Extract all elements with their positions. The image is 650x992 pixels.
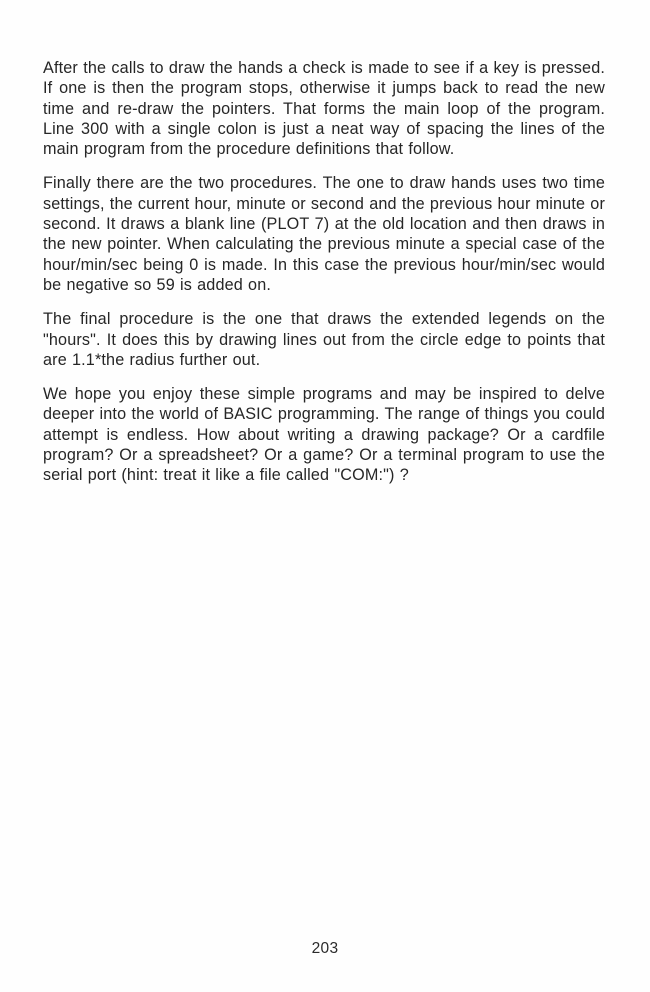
paragraph: We hope you enjoy these simple programs and may be inspired to delve deeper into the world of BASIC programming. The range of things you could attempt is endless. How about writing a drawing package? Or a cardfile program? Or a spreadsheet? Or a game? Or a terminal program to use the serial port (hint: treat it like a file called "COM:") ?: [43, 385, 605, 485]
page-number: 203: [311, 940, 339, 957]
text-block: [43, 58, 605, 500]
paragraph: Finally there are the two procedures. The one to draw hands uses two time settings, the current hour, minute or second and the previous hour minute or second. It draws a blank line (PLOT 7) at the old location and then draws in the new pointer. When calculating the previous minute a special case of the hour/min/sec being 0 is made. In this case the previous hour/min/sec would be negative so 59 is added on.: [43, 174, 605, 294]
paragraph: The final procedure is the one that draws the extended legends on the "hours". It does this by drawing lines out from the circle edge to points that are 1.1*the radius further out.: [43, 310, 605, 369]
paragraph: After the calls to draw the hands a check is made to see if a key is pressed. If one is then the program stops, otherwise it jumps back to read the new time and re-draw the pointers. That forms the main loop of the program. Line 300 with a single colon is just a neat way of spacing the lines of the main program from the procedure definitions that follow.: [43, 59, 605, 159]
